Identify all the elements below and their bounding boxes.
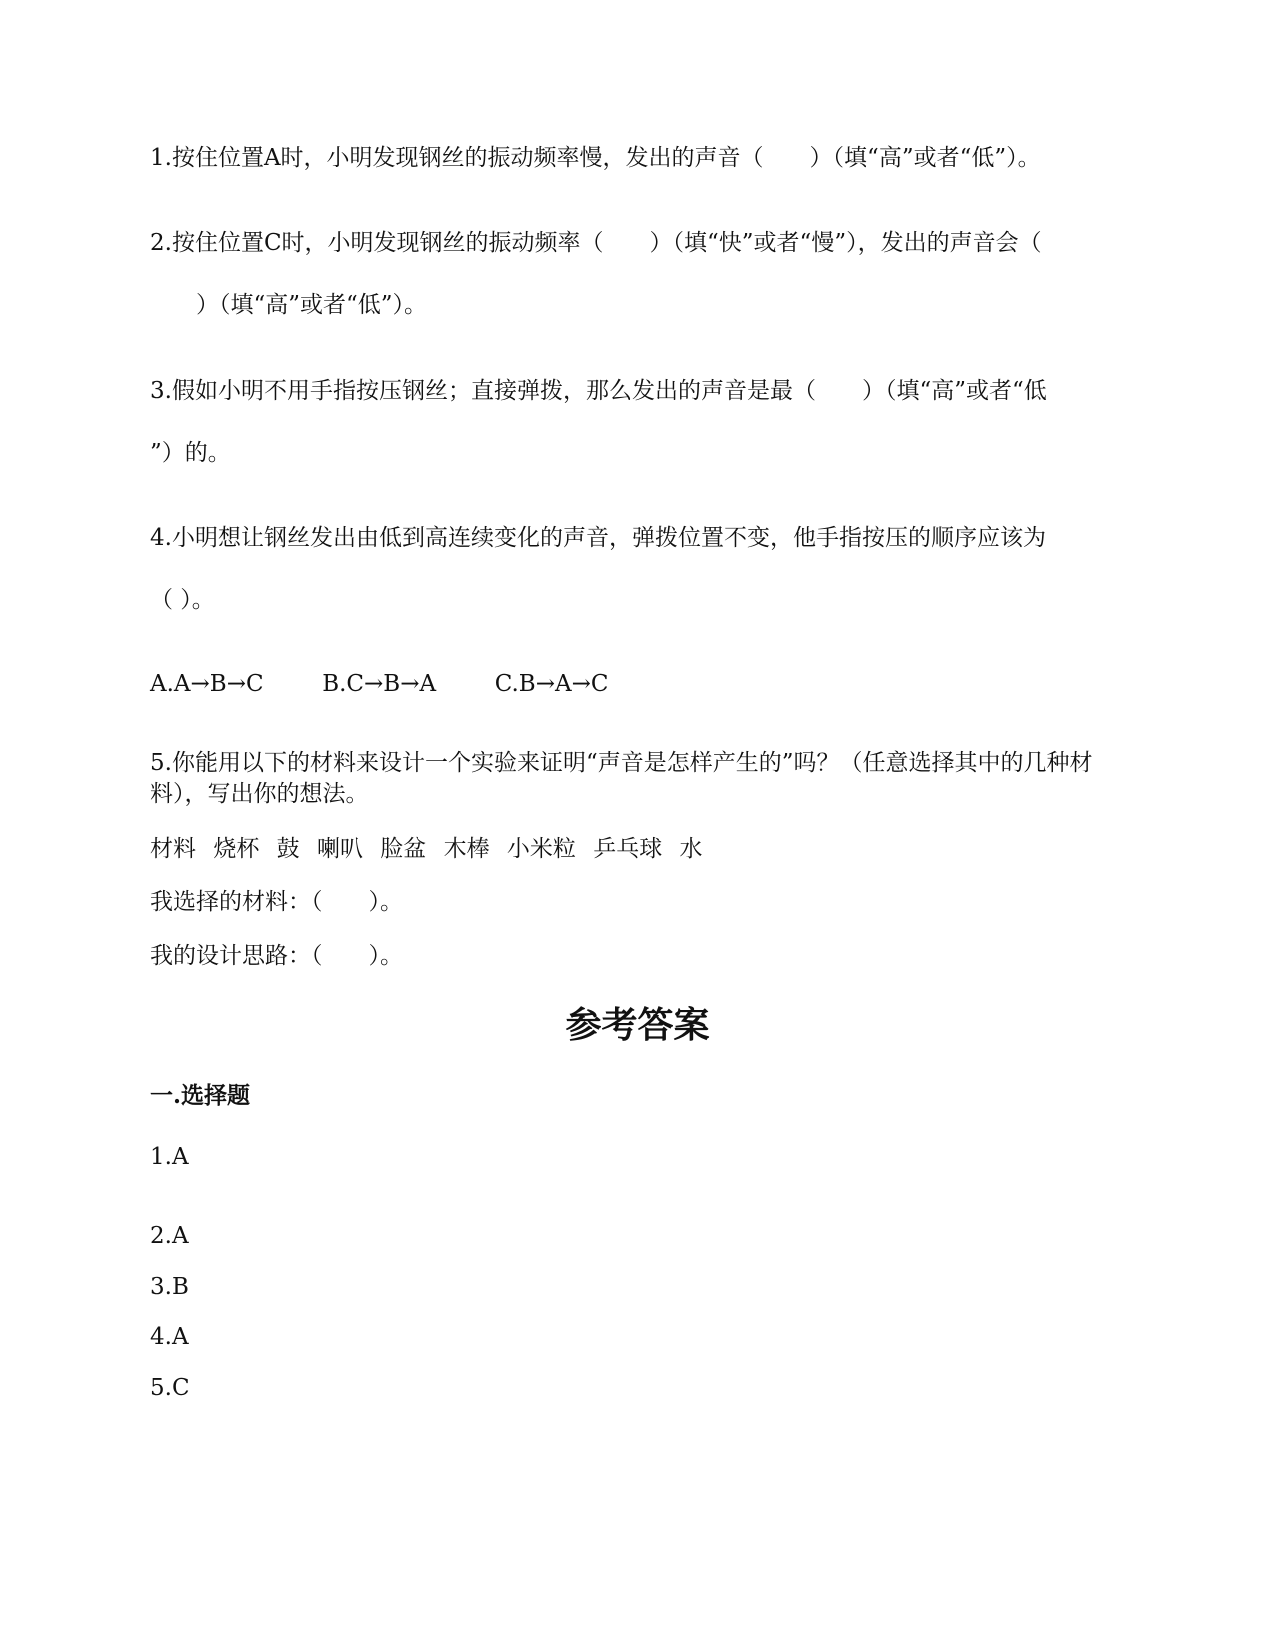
material-label: 材料 <box>150 836 196 862</box>
design-idea-line: 我的设计思路：（ ）。 <box>150 943 403 969</box>
material-item: 木棒 <box>443 836 490 862</box>
question-4-line-1: 4.小明想让钢丝发出由低到高连续变化的声音，弹拨位置不变，他手指按压的顺序应该为 <box>150 525 1046 551</box>
material-item: 小米粒 <box>506 836 576 862</box>
question-3-line-1: 3.假如小明不用手指按压钢丝；直接弹拨，那么发出的声音是最（ ）（填“高”或者“低 <box>150 378 1047 404</box>
material-item: 烧杯 <box>213 836 260 862</box>
question-3-line-2: ”）的。 <box>150 440 231 466</box>
answer-item: 1.A <box>150 1144 189 1170</box>
option-a: A.A→B→C <box>150 671 264 697</box>
option-b: B.C→B→A <box>322 671 437 697</box>
question-5: 5.你能用以下的材料来设计一个实验来证明“声音是怎样产生的”吗？（任意选择其中的几种材料），写出你的想法。 <box>150 750 1093 807</box>
answer-item: 5.C <box>150 1375 190 1401</box>
answer-item: 4.A <box>150 1324 189 1350</box>
option-c: C.B→A→C <box>494 671 609 697</box>
answer-item: 2.A <box>150 1223 189 1249</box>
material-item: 鼓 <box>276 836 300 862</box>
question-4-options <box>150 669 608 699</box>
materials-list <box>150 834 713 864</box>
question-1: 1.按住位置A时，小明发现钢丝的振动频率慢，发出的声音（ ）（填“高”或者“低”）。 <box>150 145 1041 171</box>
answer-item: 3.B <box>150 1274 189 1300</box>
material-item: 喇叭 <box>316 836 363 862</box>
question-4-line-2: （ ）。 <box>150 587 215 613</box>
worksheet-page <box>150 0 1125 1650</box>
material-item: 乒乓球 <box>593 836 663 862</box>
answers-title: 参考答案 <box>565 1004 710 1046</box>
answers-section-heading: 一.选择题 <box>150 1082 251 1109</box>
chosen-materials-line: 我选择的材料：（ ）。 <box>150 889 403 915</box>
question-2-line-2: ）（填“高”或者“低”）。 <box>150 292 428 318</box>
question-2-line-1: 2.按住位置C时，小明发现钢丝的振动频率（ ）（填“快”或者“慢”），发出的声音会（ <box>150 230 1042 256</box>
material-item: 水 <box>679 836 703 862</box>
material-item: 脸盆 <box>380 836 427 862</box>
